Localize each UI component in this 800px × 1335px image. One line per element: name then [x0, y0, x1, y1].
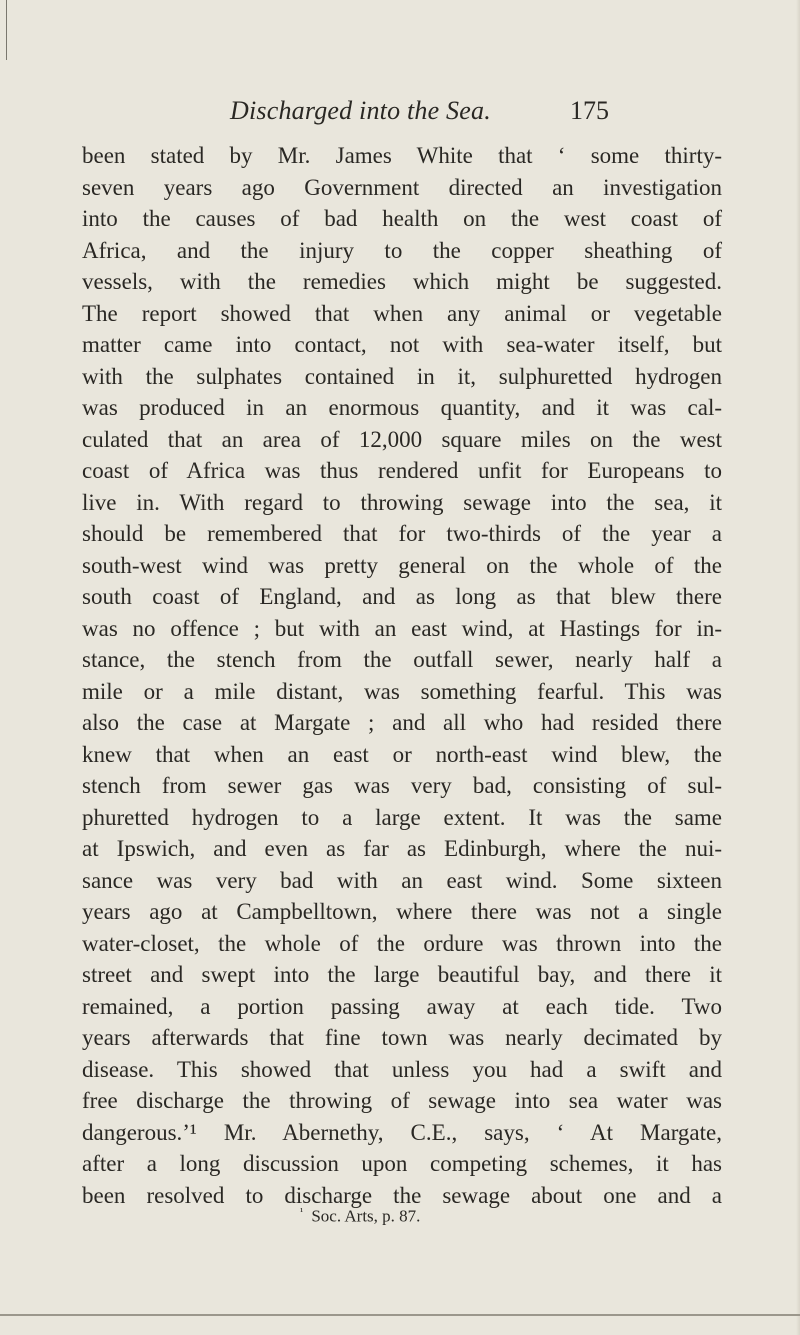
text-line: coast of Africa was thus rendered unfit for Europeans to	[82, 458, 722, 483]
text-line: been stated by Mr. James White that ‘ some thirty-	[82, 143, 722, 168]
footnote	[300, 1200, 420, 1224]
body-text	[82, 140, 722, 1211]
text-line: water-closet, the whole of the ordure was thrown into the	[82, 930, 722, 956]
text-line: dangerous.’¹ Mr. Abernethy, C.E., says, ‘ At Margate,	[82, 1119, 722, 1145]
text-line: mile or a mile distant, was something fearful. This was	[82, 678, 722, 704]
running-head	[0, 96, 800, 136]
text-line: into the causes of bad health on the west coast of	[82, 206, 722, 231]
text-line: street and swept into the large beautiful bay, and there it	[82, 962, 722, 987]
text-line: after a long discussion upon competing schemes, it has	[82, 1151, 722, 1176]
text-line: vessels, with the remedies which might be suggested.	[82, 269, 722, 294]
text-line: with the sulphates contained in it, sulphuretted hydrogen	[82, 363, 722, 389]
running-title: Discharged into the Sea.	[230, 96, 491, 125]
text-line: knew that when an east or north-east wind blew, the	[82, 741, 722, 767]
text-line: also the case at Margate ; and all who had resided there	[82, 710, 722, 735]
footnote-text: Soc. Arts, p. 87.	[311, 1206, 421, 1226]
text-line: disease. This showed that unless you had a swift and	[82, 1056, 722, 1082]
text-line: was no offence ; but with an east wind, at Hastings for in-	[82, 615, 722, 641]
text-line: been resolved to discharge the sewage about one and a	[82, 1182, 722, 1208]
text-line: sance was very bad with an east wind. Some sixteen	[82, 867, 722, 893]
text-line: seven years ago Government directed an investigation	[82, 174, 722, 200]
text-line: years ago at Campbelltown, where there was not a single	[82, 899, 722, 924]
text-line: stance, the stench from the outfall sewer, nearly half a	[82, 647, 722, 672]
bottom-rule	[0, 1314, 800, 1316]
footnote-marker: ¹	[300, 1206, 304, 1218]
text-line: at Ipswich, and even as far as Edinburgh, where the nui-	[82, 836, 722, 861]
text-line: live in. With regard to throwing sewage into the sea, it	[82, 489, 722, 515]
text-line: The report showed that when any animal or vegetable	[82, 300, 722, 326]
text-line: culated that an area of 12,000 square miles on the west	[82, 426, 722, 452]
text-line: south coast of England, and as long as that blew there	[82, 584, 722, 609]
text-line: years afterwards that fine town was nearly decimated by	[82, 1025, 722, 1050]
page-number: 175	[570, 96, 609, 125]
scan-shadow	[796, 0, 800, 1335]
text-line: free discharge the throwing of sewage into sea water was	[82, 1088, 722, 1113]
text-line: remained, a portion passing away at each tide. Two	[82, 993, 722, 1019]
text-line: south-west wind was pretty general on the whole of the	[82, 552, 722, 578]
text-line: matter came into contact, not with sea-water itself, but	[82, 332, 722, 357]
text-line: Africa, and the injury to the copper sheathing of	[82, 237, 722, 263]
page-edge	[0, 0, 7, 60]
text-line: was produced in an enormous quantity, and it was cal-	[82, 395, 722, 420]
text-line: should be remembered that for two-thirds of the year a	[82, 521, 722, 546]
text-line: stench from sewer gas was very bad, consisting of sul-	[82, 773, 722, 798]
text-line: phuretted hydrogen to a large extent. It was the same	[82, 804, 722, 830]
